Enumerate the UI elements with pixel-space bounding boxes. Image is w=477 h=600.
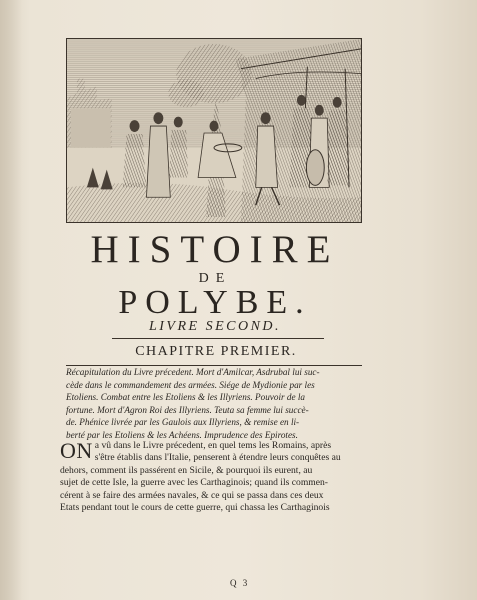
engraving-illustration [66,38,362,223]
summary-line: Récapitulation du Livre précedent. Mort d'Amilcar, Asdrubal lui suc- [66,367,320,377]
book-title: HISTOIRE [90,228,340,271]
body-line: cérent à se faire des armées navales, & ce qui se passa dans ces deux [60,489,324,501]
chapter-heading: CHAPITRE PREMIER. [135,344,297,359]
page-gutter [0,0,22,600]
title-de: DE [198,271,232,286]
summary-line: de. Phénice livrée par les Gaulois aux Illyriens, & remise en li- [66,417,300,427]
body-text [60,440,368,514]
summary-line: berté par les Etoliens & les Achéens. Imprudence des Epirotes. [66,429,298,440]
body-line: Etats pendant tout le cours de cette guerre, qui chassa les Carthaginois [60,502,330,514]
title-rule [112,338,324,339]
author-title: POLYBE. [118,284,312,321]
drop-cap: ON [60,438,93,463]
signature-mark: Q 3 [230,578,250,588]
body-line: a vû dans le Livre précedent, en quel tems les Romains, après [94,440,332,451]
chapter-summary [66,366,366,441]
book-subtitle: LIVRE SECOND. [148,319,282,334]
body-line: s'être établis dans l'Italie, penserent à étendre leurs conquêtes au [94,452,341,464]
body-line: sujet de cette Isle, la guerre avec les Carthaginois; quand ils commen- [60,477,328,489]
summary-line: Etoliens. Combat entre les Etoliens & les Illyriens. Pouvoir de la [66,392,306,402]
body-line: dehors, comment ils passérent en Sicile, & pourquoi ils eurent, au [60,464,313,476]
engraving-scene [67,39,361,222]
summary-line: fortune. Mort d'Agron Roi des Illyriens. Teuta sa femme lui succè- [66,404,309,415]
summary-line: cède dans le commandement des armées. Siége de Mydionie par les [66,379,315,390]
